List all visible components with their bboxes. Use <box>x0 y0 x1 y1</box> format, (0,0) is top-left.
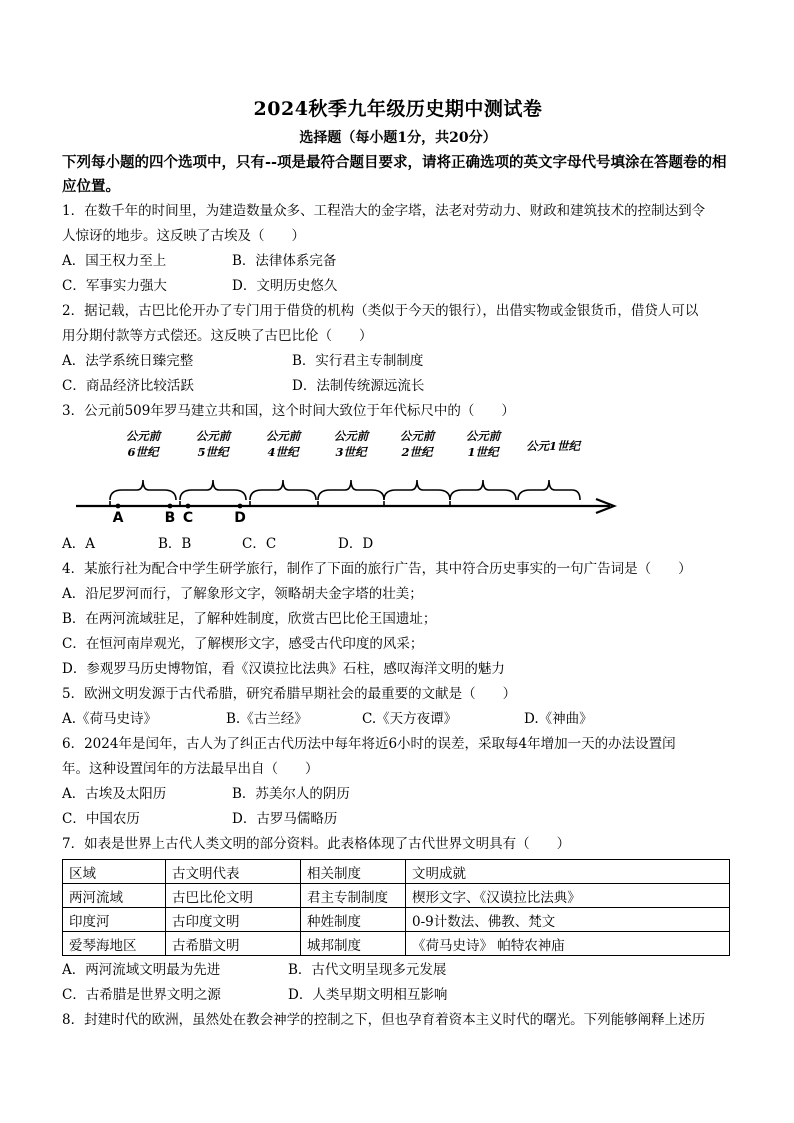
question-stem: 5．欧洲文明发源于古代希腊，研究希腊早期社会的最重要的文献是（ ） <box>62 686 517 702</box>
question-stem: 2．据记载，古巴比伦开办了专门用于借贷的机构（类似于今天的银行），出借实物或金银货币，借贷人可以 <box>62 303 699 319</box>
question-stem: 7．如表是世界上古代人类文明的部分资料。此表格体现了古代世界文明具有（ ） <box>62 836 571 852</box>
option-a[interactable]: A．法学系统日臻完整 <box>62 353 194 369</box>
table-cell: 君主专制制度 <box>301 884 406 908</box>
table-header-cell: 文明成就 <box>406 860 730 884</box>
option-d[interactable]: D．人类早期文明相互影响 <box>288 987 448 1003</box>
timeline-century-label: 6世纪 <box>127 445 159 459</box>
timeline-point-label: D <box>234 510 246 526</box>
option-row <box>62 807 734 832</box>
option-a[interactable]: A．古埃及太阳历 <box>62 786 167 802</box>
option-d[interactable]: D.《神曲》 <box>524 711 593 727</box>
option-b[interactable]: B．在两河流域驻足，了解种姓制度，欣赏古巴比伦王国遗址； <box>62 611 437 627</box>
question-stem: 6．2024年是闰年，古人为了纠正古代历法中每年将近6小时的误差，采取每4年增加一天的办法设置闰 <box>62 736 676 752</box>
option-b[interactable]: B．苏美尔人的阴历 <box>232 786 350 802</box>
timeline-century-label: 3世纪 <box>335 445 367 459</box>
timeline-figure <box>62 426 734 528</box>
option-b[interactable]: B．古代文明呈现多元发展 <box>288 962 447 978</box>
timeline-century-label: 公元前 <box>465 429 501 443</box>
section-heading: 选择题（每小题1分，共20分） <box>299 130 497 146</box>
table-cell: 《荷马史诗》 帕特农神庙 <box>406 932 730 956</box>
table-cell: 印度河 <box>63 908 166 932</box>
option-row <box>62 707 734 732</box>
timeline-svg <box>62 426 622 528</box>
table-header-cell: 区域 <box>63 860 166 884</box>
option-c[interactable]: C．古希腊是世界文明之源 <box>62 987 221 1003</box>
option-row <box>62 349 734 374</box>
question-stem: 3．公元前509年罗马建立共和国，这个时间大致位于年代标尺中的（ ） <box>62 403 515 419</box>
instructions: 下列每小题的四个选项中，只有--项是最符合题目要求，请将正确选项的英文字母代号填涂在答题卷的相应位置。 <box>62 154 727 195</box>
option-row <box>62 374 734 399</box>
timeline-brace <box>318 480 384 500</box>
table-cell: 种姓制度 <box>301 908 406 932</box>
page-title: 2024秋季九年级历史期中测试卷 <box>253 98 543 120</box>
table-cell: 两河流域 <box>63 884 166 908</box>
question-8 <box>62 1008 734 1033</box>
question-5 <box>62 682 734 732</box>
table-cell: 古巴比伦文明 <box>166 884 301 908</box>
question-2 <box>62 299 734 399</box>
option-a[interactable]: A．国王权力至上 <box>62 253 167 269</box>
question-4 <box>62 557 734 682</box>
question-7 <box>62 832 734 1008</box>
timeline-point <box>186 504 191 509</box>
option-c[interactable]: C．在恒河南岸观光，了解楔形文字，感受古代印度的风采； <box>62 636 424 652</box>
timeline-century-label: 2世纪 <box>401 445 433 459</box>
timeline-point-label: B <box>164 510 176 526</box>
question-stem: 用分期付款等方式偿还。这反映了古巴比伦（ ） <box>62 328 373 344</box>
timeline-point-label: C <box>182 510 194 526</box>
table-header-cell: 相关制度 <box>301 860 406 884</box>
timeline-century-label: 公元前 <box>399 429 435 443</box>
option-row <box>62 983 734 1008</box>
timeline-brace <box>110 480 176 500</box>
timeline-brace <box>384 480 450 500</box>
timeline-century-label: 4世纪 <box>267 445 299 459</box>
timeline-century-label: 公元1世纪 <box>525 439 581 453</box>
option-b[interactable]: B.《古兰经》 <box>226 711 308 727</box>
option-row <box>62 249 734 274</box>
timeline-century-label: 5世纪 <box>197 445 229 459</box>
question-stem: 4．某旅行社为配合中学生研学旅行，制作了下面的旅行广告，其中符合历史事实的一句广告词是（ ） <box>62 561 692 577</box>
option-b[interactable]: B．法律体系完备 <box>232 253 337 269</box>
option-row <box>62 782 734 807</box>
table-cell: 爱琴海地区 <box>63 932 166 956</box>
timeline-brace <box>180 480 246 500</box>
exam-page <box>62 94 734 1033</box>
timeline-brace <box>450 480 516 500</box>
table-cell: 古印度文明 <box>166 908 301 932</box>
question-stem: 8．封建时代的欧洲，虽然处在教会神学的控制之下，但也孕育着资本主义时代的曙光。下列能够阐释上述历 <box>62 1012 706 1028</box>
option-a[interactable]: A．两河流域文明最为先进 <box>62 962 221 978</box>
timeline-point <box>168 504 173 509</box>
option-c[interactable]: C．中国农历 <box>62 811 140 827</box>
timeline-point <box>116 504 121 509</box>
question-stem: 人惊讶的地步。这反映了古埃及（ ） <box>62 228 305 244</box>
table-row <box>63 884 730 908</box>
option-d[interactable]: D．法制传统源远流长 <box>292 378 425 394</box>
timeline-century-label: 1世纪 <box>467 445 499 459</box>
timeline-century-label: 公元前 <box>125 429 161 443</box>
option-d[interactable]: D．参观罗马历史博物馆，看《汉谟拉比法典》石柱，感叹海洋文明的魅力 <box>62 661 505 677</box>
option-c[interactable]: C．C <box>242 536 277 552</box>
question-stem: 1．在数千年的时间里，为建造数量众多、工程浩大的金字塔，法老对劳动力、财政和建筑技术的控制达到令 <box>62 203 706 219</box>
table-header-row <box>63 860 730 884</box>
option-a[interactable]: A．沿尼罗河而行，了解象形文字，领略胡夫金字塔的壮美； <box>62 586 423 602</box>
option-d[interactable]: D．古罗马儒略历 <box>232 811 338 827</box>
option-c[interactable]: C．军事实力强大 <box>62 278 167 294</box>
table-row <box>63 908 730 932</box>
table-cell: 古希腊文明 <box>166 932 301 956</box>
timeline-century-label: 公元前 <box>333 429 369 443</box>
timeline-point <box>238 504 243 509</box>
question-stem: 年。这种设置闰年的方法最早出自（ ） <box>62 761 319 777</box>
option-row <box>62 274 734 299</box>
option-d[interactable]: D．D <box>338 536 374 552</box>
option-c[interactable]: C.《天方夜谭》 <box>362 711 458 727</box>
option-b[interactable]: B．B <box>158 536 192 552</box>
timeline-century-label: 公元前 <box>265 429 301 443</box>
civilization-table <box>62 859 730 956</box>
option-a[interactable]: A.《荷马史诗》 <box>62 711 158 727</box>
table-header-cell: 古文明代表 <box>166 860 301 884</box>
table-row <box>63 932 730 956</box>
question-6 <box>62 732 734 832</box>
question-1 <box>62 199 734 299</box>
timeline-brace <box>518 480 580 500</box>
option-b[interactable]: B．实行君主专制制度 <box>292 353 424 369</box>
option-row <box>62 532 734 557</box>
table-cell: 城邦制度 <box>301 932 406 956</box>
table-cell: 楔形文字、《汉谟拉比法典》 <box>406 884 730 908</box>
question-3 <box>62 399 734 557</box>
option-row <box>62 958 734 983</box>
timeline-brace <box>250 480 316 500</box>
option-d[interactable]: D．文明历史悠久 <box>232 278 338 294</box>
timeline-point-label: A <box>112 510 124 526</box>
table-cell: 0-9计数法、佛教、梵文 <box>406 908 730 932</box>
option-a[interactable]: A．A <box>62 536 95 552</box>
option-c[interactable]: C．商品经济比较活跃 <box>62 378 194 394</box>
timeline-century-label: 公元前 <box>195 429 231 443</box>
